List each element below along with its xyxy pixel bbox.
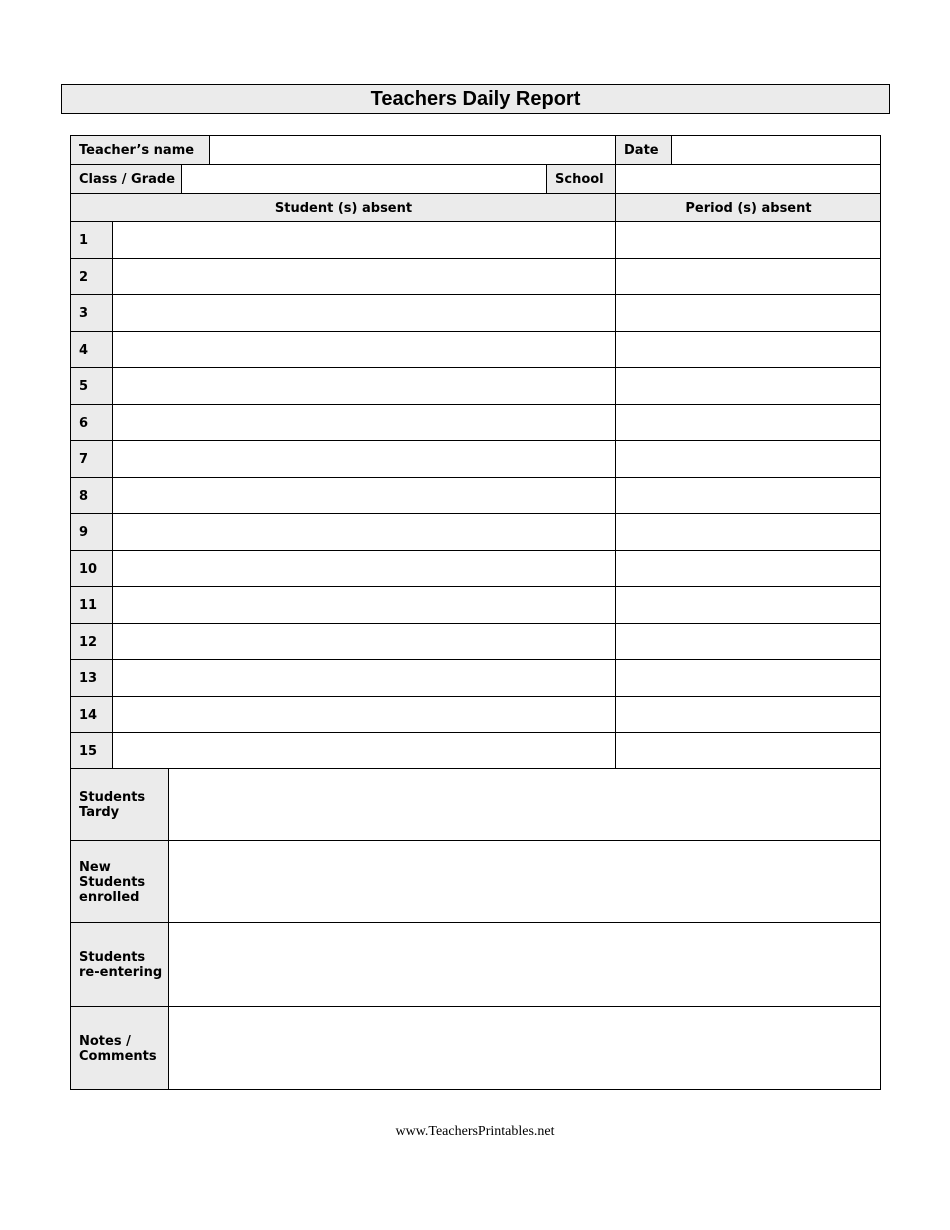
student-absent-field[interactable] [112,477,616,514]
row-number: 9 [70,513,113,551]
school-field[interactable] [615,164,881,193]
row-number: 11 [70,586,113,624]
students-re-entering-label-line: re-entering [79,965,163,980]
student-absent-field[interactable] [112,294,616,332]
student-absent-field[interactable] [112,659,616,697]
students-tardy-label [70,768,169,841]
period-absent-field[interactable] [615,440,881,478]
notes-comments-field[interactable] [168,1006,881,1090]
students-absent-header: Student (s) absent [70,193,616,222]
students-tardy-label-line: Tardy [79,805,120,820]
row-number: 1 [70,221,113,259]
period-absent-field[interactable] [615,294,881,332]
row-number: 7 [70,440,113,478]
student-absent-field[interactable] [112,258,616,295]
table-border-bottom [70,1089,881,1090]
row-number: 4 [70,331,113,368]
student-absent-field[interactable] [112,404,616,441]
table-border-right [880,135,881,1090]
notes-comments-label [70,1006,169,1090]
students-tardy-field[interactable] [168,768,881,841]
period-absent-field[interactable] [615,367,881,405]
student-absent-field[interactable] [112,513,616,551]
period-absent-field[interactable] [615,659,881,697]
period-absent-field[interactable] [615,404,881,441]
row-number: 6 [70,404,113,441]
students-re-entering-label [70,922,169,1007]
row-number: 14 [70,696,113,733]
student-absent-field[interactable] [112,221,616,259]
new-students-enrolled-label [70,840,169,923]
row-number: 3 [70,294,113,332]
row-number: 15 [70,732,113,770]
students-re-entering-label-line: Students [79,950,146,965]
row-number: 12 [70,623,113,660]
student-absent-field[interactable] [112,367,616,405]
student-absent-field[interactable] [112,440,616,478]
class-grade-field[interactable] [181,164,547,193]
teacher-name-field[interactable] [209,135,616,164]
period-absent-field[interactable] [615,258,881,295]
student-absent-field[interactable] [112,586,616,624]
period-absent-field[interactable] [615,513,881,551]
new-students-enrolled-field[interactable] [168,840,881,923]
date-field[interactable] [671,135,881,164]
row-number: 2 [70,258,113,295]
period-absent-field[interactable] [615,477,881,514]
row-number: 8 [70,477,113,514]
periods-absent-header: Period (s) absent [615,193,881,222]
students-tardy-label-line: Students [79,790,146,805]
notes-comments-label-line: Comments [79,1048,157,1064]
student-absent-field[interactable] [112,550,616,587]
notes-comments-label-line: Notes / [79,1033,131,1049]
period-absent-field[interactable] [615,732,881,770]
period-absent-field[interactable] [615,623,881,660]
row-number: 5 [70,367,113,405]
date-label: Date [615,135,672,164]
period-absent-field[interactable] [615,550,881,587]
teacher-name-label: Teacher’s name [70,135,210,164]
new-students-enrolled-label-line: enrolled [79,889,140,905]
school-label: School [546,164,616,193]
report-title: Teachers Daily Report [61,84,890,114]
period-absent-field[interactable] [615,696,881,733]
period-absent-field[interactable] [615,586,881,624]
period-absent-field[interactable] [615,221,881,259]
footer-url[interactable]: www.TeachersPrintables.net [395,1124,555,1139]
student-absent-field[interactable] [112,623,616,660]
row-number: 13 [70,659,113,697]
period-absent-field[interactable] [615,331,881,368]
student-absent-field[interactable] [112,331,616,368]
new-students-enrolled-label-line: Students [79,874,146,890]
row-number: 10 [70,550,113,587]
class-grade-label: Class / Grade [70,164,182,193]
student-absent-field[interactable] [112,696,616,733]
student-absent-field[interactable] [112,732,616,770]
students-re-entering-field[interactable] [168,922,881,1007]
new-students-enrolled-label-line: New [79,859,111,875]
